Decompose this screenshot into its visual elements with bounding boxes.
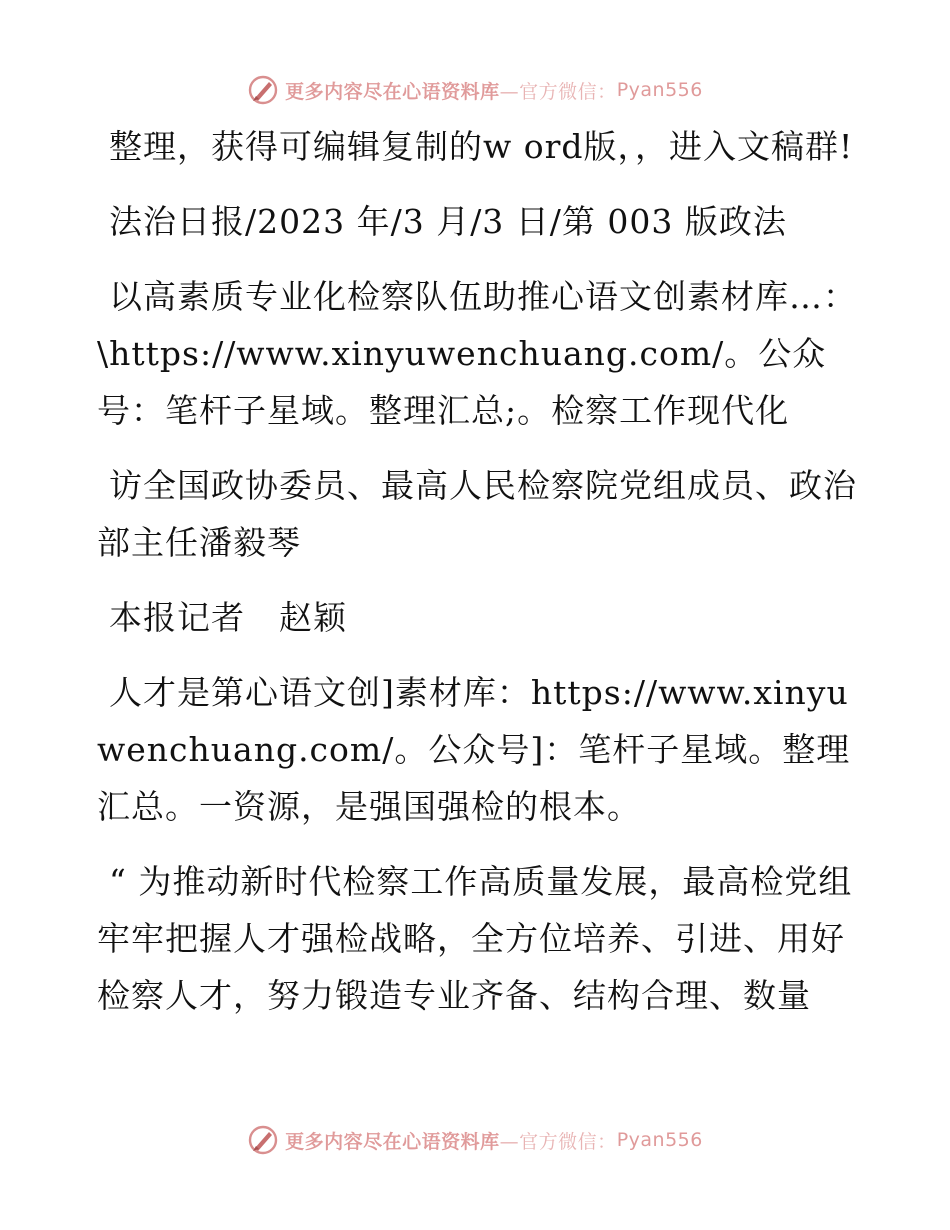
quill-pen-logo-icon	[247, 1124, 279, 1156]
banner-wechat-handle: Pyan556	[616, 79, 703, 101]
banner-wechat-handle: Pyan556	[616, 1129, 703, 1151]
paragraph-source-line: 法治日报/2023 年/3 月/3 日/第 003 版政法	[109, 202, 787, 241]
paragraph-headline: 以高素质专业化检察队伍助推心语文创素材库…：\https://www.xinyuwenchuang.com/。公众号：笔杆子星域。整理汇总;。检察工作现代化	[97, 277, 857, 430]
banner-sub-text: —官方微信：	[499, 1130, 617, 1153]
banner-sub-text: —官方微信：	[499, 80, 617, 103]
paragraph-byline: 本报记者 赵颖	[109, 598, 347, 637]
paragraph-intro: 整理，获得可编辑复制的w ord版，，进入文稿群!	[109, 127, 854, 166]
paragraph-body-2: “ 为推动新时代检察工作高质量发展，最高检党组牢牢把握人才强检战略，全方位培养、引进、用好检察人才，努力锻造专业齐备、结构合理、数量	[97, 862, 853, 1015]
document-body	[97, 118, 857, 1042]
banner-main-text: 更多内容尽在心语资料库	[285, 1130, 500, 1153]
paragraph-subheadline: 访全国政协委员、最高人民检察院党组成员、政治部主任潘毅琴	[97, 466, 857, 562]
quill-pen-logo-icon	[247, 74, 279, 106]
footer-watermark-banner	[0, 1120, 950, 1160]
paragraph-body-1: 人才是第心语文创]素材库：https://www.xinyuwenchuang.com/。公众号]：笔杆子星域。整理汇总。一资源，是强国强检的根本。	[97, 673, 851, 826]
banner-main-text: 更多内容尽在心语资料库	[285, 80, 500, 103]
header-watermark-banner	[0, 70, 950, 110]
